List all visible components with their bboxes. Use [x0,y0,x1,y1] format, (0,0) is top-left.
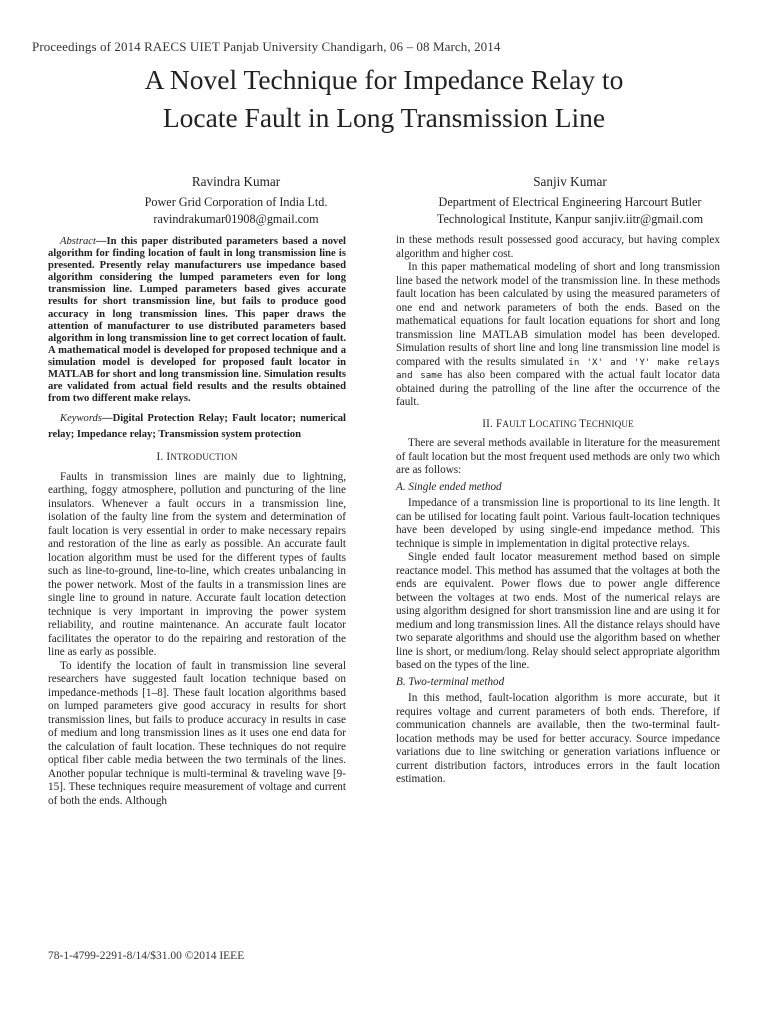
keywords [48,411,346,443]
paragraph: Impedance of a transmission line is proportional to its line length. It can be utilised for locating fault point. Various fault-location techniques have been developed by using single-end impedance method. This technique is simple in implementation in digital protective relays. [396,497,720,550]
abstract-label: Abstract [60,236,96,247]
author-affiliation: Power Grid Corporation of India Ltd. [144,195,328,209]
right-column [396,234,720,787]
monospace-inline: in 'X' and 'Y' make relays and same [396,356,721,381]
paragraph: To identify the location of fault in transmission line several researchers have suggested fault location technique based on impedance-methods [1–8]. These fault location algorithms based on lumped parameters give good accuracy in results for short transmission lines, but fails to produce accuracy in results in case of medium and long transmission lines as it uses one end data for the calculation of fault location. These techniques do not require optical fiber cable media between the two terminals of the lines. Another popular technique is multi-terminal & traveling wave [9-15]. These techniques require measurement of voltage and current of both the ends. Although [48,659,346,807]
subsection-heading-single-ended: A. Single ended method [396,480,502,493]
left-column [48,236,346,808]
paragraph: Faults in transmission lines are mainly due to lightning, earthing, foggy atmosphere, pollution and puncturing of the line insulators. Whenever a fault occurs in a transmission line, isolation of the faulty line from the system and determination of fault location is very essential in order to make necessary repairs and restoration of the line as early as possible. An accurate fault location algorithm must be used for the different types of faults such as line-to-ground, line-to-line, which creates unbalancing in the power network. Most of the faults in a transmission lines are single line to ground in nature. Accurate fault location detection technique is very important in improving the power system reliability, and routine maintenance. An accurate fault locator facilitates the operator to do the repairing and restoration of the line as early as possible. [48,470,346,659]
author-block-2 [395,173,745,228]
copyright-footer: 78-1-4799-2291-8/14/$31.00 ©2014 IEEE [48,950,245,962]
author-affiliation-email: Technological Institute, Kanpur sanjiv.iitr@gmail.com [436,212,704,226]
paper-title-line-2: Locate Fault in Long Transmission Line [162,102,606,133]
author-block-1 [80,173,392,228]
abstract-text: —In this paper distributed parameters based a novel algorithm for finding location of fault in long transmission line is presented. Presently relay manufacturers use impedance based algorithm considering the lumped parameters even for long transmission line. Lumped parameters based gives accurate results for short transmission line, but fails to produce good accuracy in long transmission lines. This paper draws the attention of manufacturer to use distributed parameters based algorithm in long transmission line to get correct location of fault. A mathematical model is developed for proposed technique and a simulation model is developed for proposed fault locator in MATLAB for short and long transmission line. Simulation results are validated from actual field results and the results obtained from two different make relays. [48,236,346,405]
paper-title-line-1: A Novel Technique for Impedance Relay to [144,64,624,95]
paragraph: There are several methods available in literature for the measurement of fault location but the most frequent used methods are only two which are as follows: [396,437,720,476]
paragraph: In this paper mathematical modeling of short and long transmission line based the network model of the transmission line. In these methods fault location has been calculated by using the measured parameters of one end and network parameters of both the ends. Based on the mathematical equations for fault location equations for short and long transmission line MATLAB simulation model has been developed. Simulation results of short line and long line transmission line model is compared with the results simulated in 'X' and 'Y' make relays and same has also been compared with the actual fault locator data obtained during the patrolling of the line after the occurrence of the fault. [396,261,721,408]
paragraph: In this method, fault-location algorithm is more accurate, but it requires voltage and current parameters of both ends. Therefore, if communication channels are available, then the two-terminal fault-location methods may be used for better accuracy. Source impedance variations due to line switching or generation variations influence or current distribution factors, introduces errors in the fault location estimation. [396,692,720,785]
keywords-label: Keywords [60,413,102,425]
section-heading-introduction: I. INTRODUCTION [156,451,238,464]
keywords-text: —Digital Protection Relay; Fault locator; numerical relay; Impedance relay; Transmission system protection [48,413,346,441]
abstract [48,236,346,405]
subsection-heading-two-terminal: B. Two-terminal method [396,675,505,688]
author-name: Ravindra Kumar [191,174,281,189]
author-name: Sanjiv Kumar [533,174,607,189]
paragraph: in these methods result possessed good accuracy, but having complex algorithm and higher cost. [396,234,720,260]
section-heading-fault-locating: II. FAULT LOCATING TECHNIQUE [482,417,634,430]
author-email: ravindrakumar01908@gmail.com [153,212,319,226]
author-affiliation: Department of Electrical Engineering Harcourt Butler [438,195,702,209]
paragraph: Single ended fault locator measurement method based on simple reactance model. This method has assumed that the voltages at both the ends are equivalent. Power flows due to power angle difference between the voltages at two ends. Most of the numerical relays are using algorithm designed for short transmission line and are using it for medium and long transmission lines. All the distance relays should have two separate algorithms and should use the algorithm based on whether line is short, or medium/long. Relay should select appropriate algorithm based on the types of the line. [396,551,720,671]
proceedings-header: Proceedings of 2014 RAECS UIET Panjab University Chandigarh, 06 – 08 March, 2014 [32,39,501,54]
